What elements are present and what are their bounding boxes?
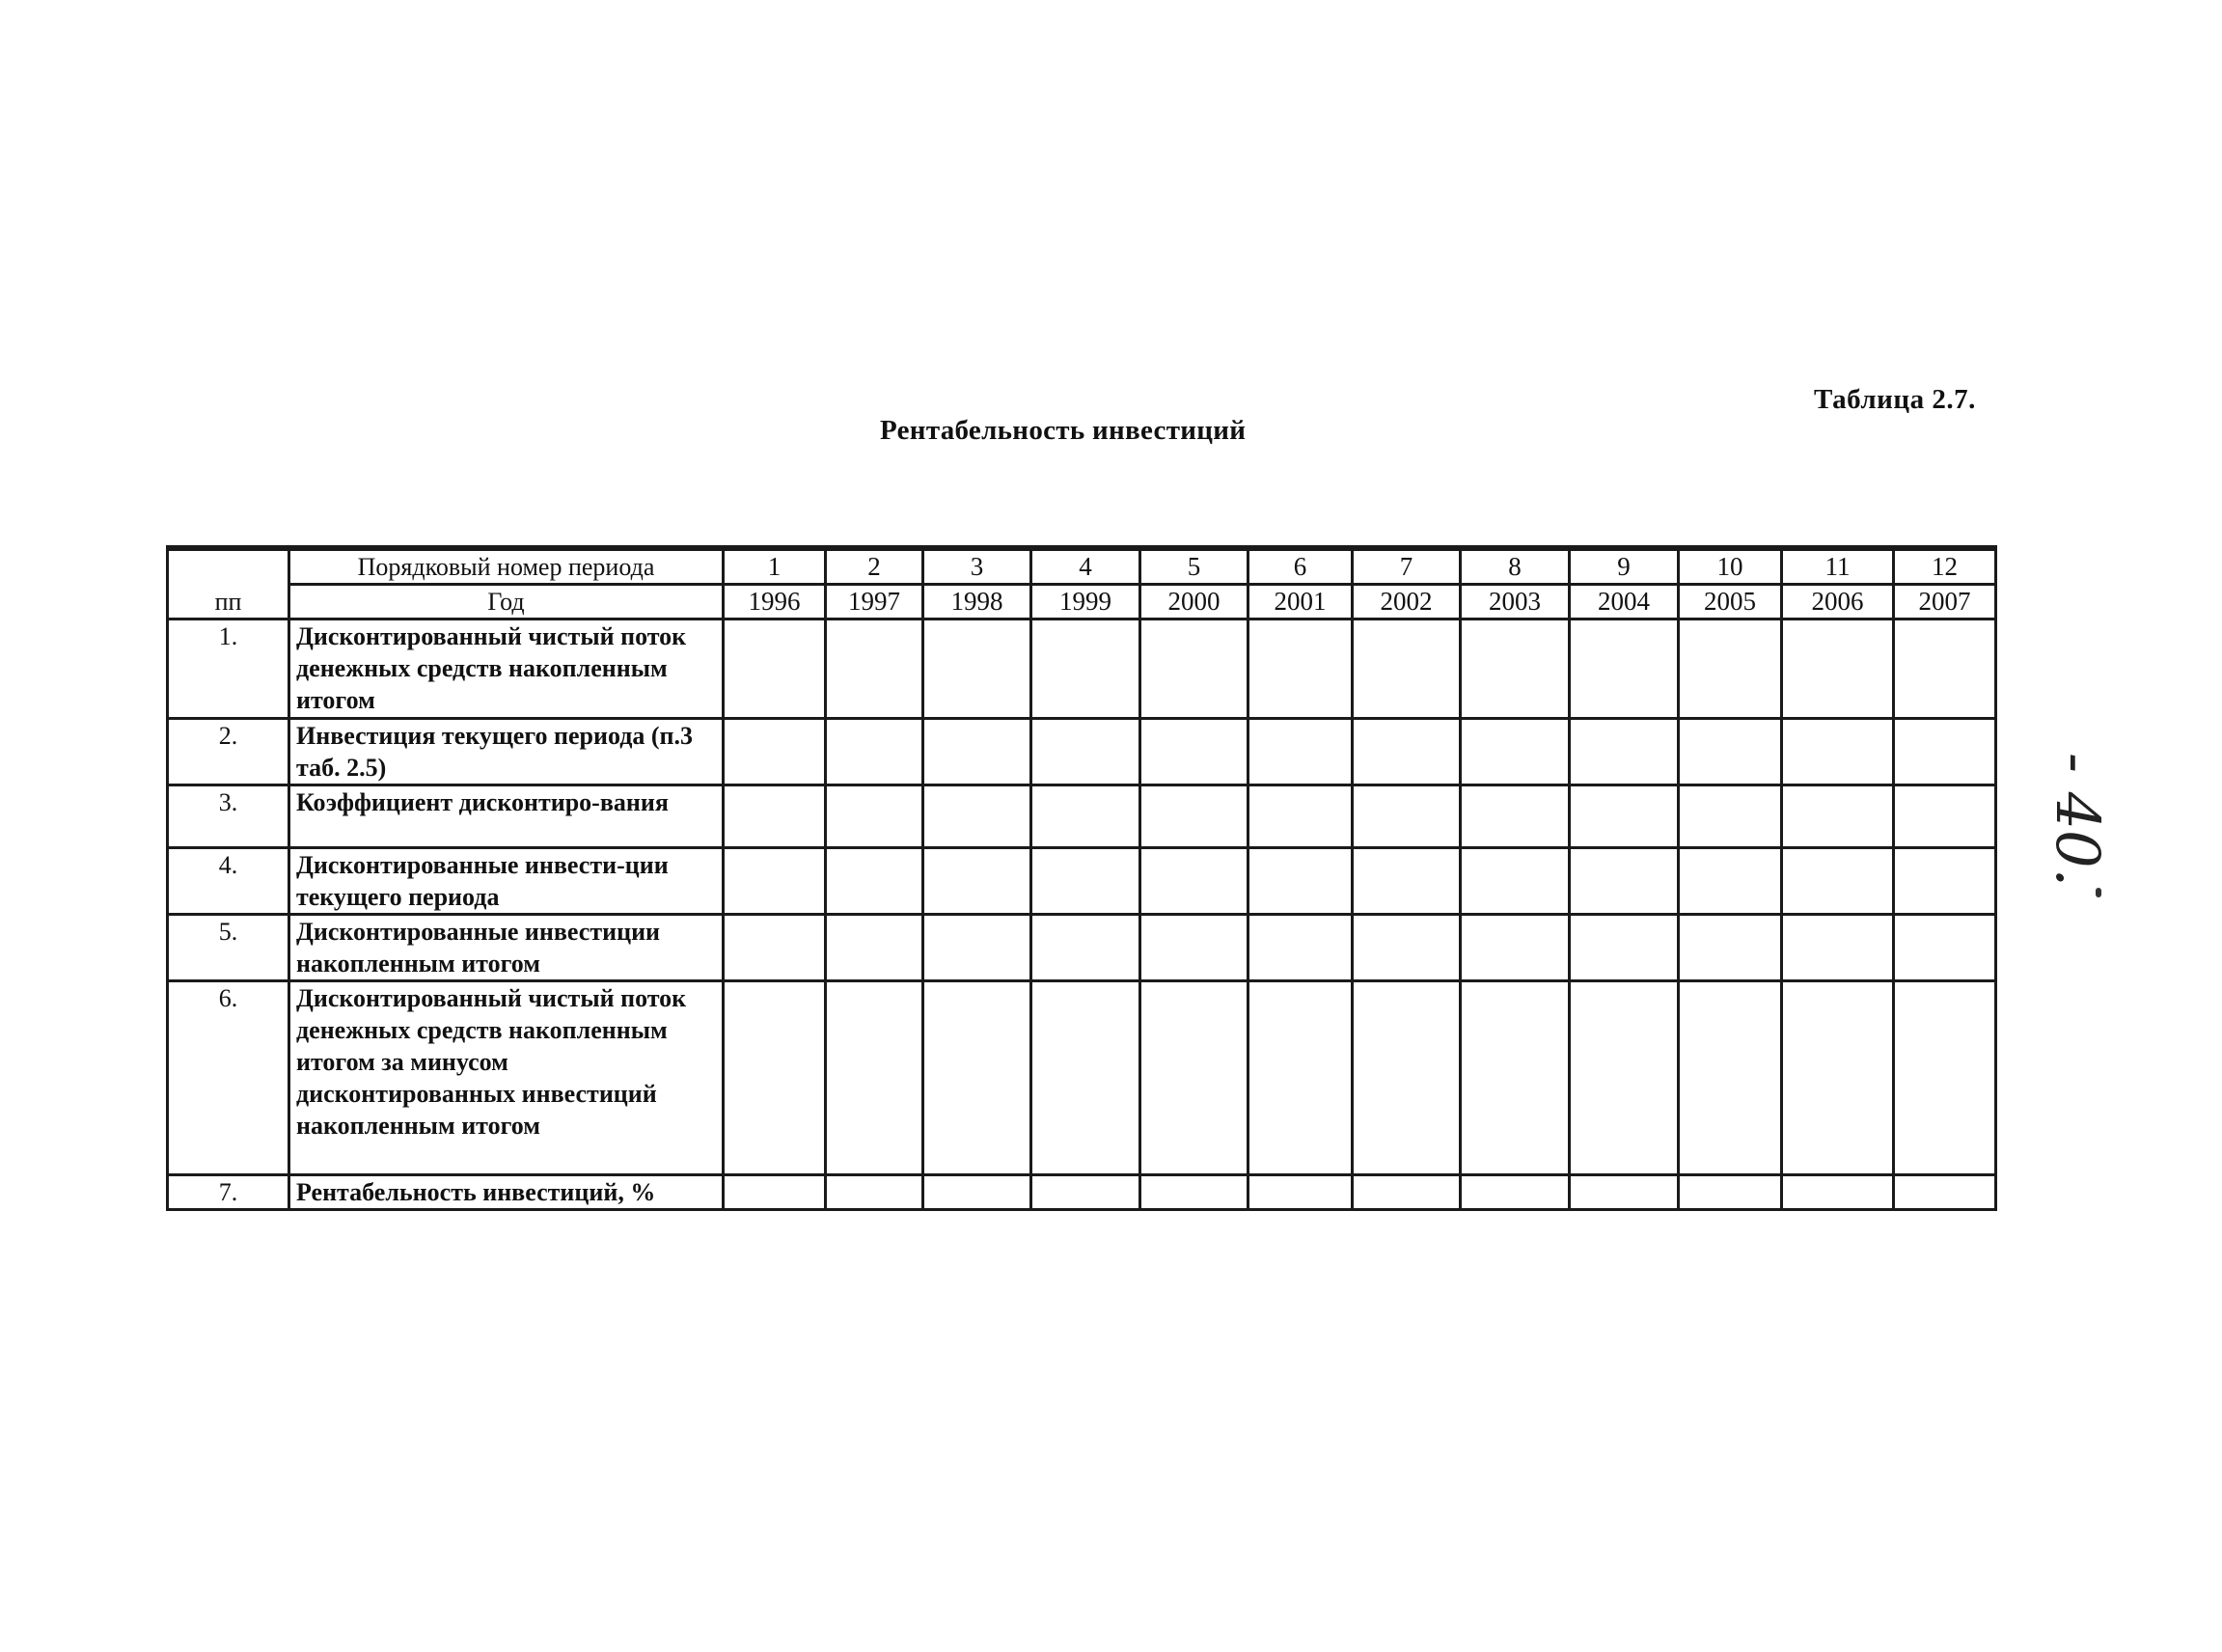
header-period-cell: 11 [1782,548,1894,585]
data-cell [1031,620,1140,719]
data-cell [1782,719,1894,785]
row-label: Дисконтированный чистый поток денежных средств накопленным итогом [289,620,724,719]
data-cell [1679,785,1782,848]
data-cell [826,785,923,848]
data-cell [923,719,1031,785]
data-cell [1140,848,1248,915]
data-cell [724,719,826,785]
data-cell [1679,719,1782,785]
data-cell [1461,915,1570,981]
data-cell [1140,785,1248,848]
header-period-label: Порядковый номер периода [289,548,724,585]
header-year-cell: 2006 [1782,585,1894,620]
table-row [168,719,1996,785]
table-row [168,981,1996,1175]
row-number: 5. [168,915,289,981]
data-cell [1461,848,1570,915]
header-row-periods [168,548,1996,585]
data-cell [1353,915,1461,981]
data-cell [1894,785,1996,848]
data-cell [1353,981,1461,1175]
data-cell [724,785,826,848]
data-cell [1679,981,1782,1175]
data-cell [1782,1175,1894,1210]
data-cell [1894,848,1996,915]
header-year-cell: 2003 [1461,585,1570,620]
data-cell [1894,719,1996,785]
data-cell [1248,915,1353,981]
data-cell [1570,719,1679,785]
data-cell [1248,848,1353,915]
data-cell [1140,1175,1248,1210]
data-cell [1679,620,1782,719]
data-cell [1570,1175,1679,1210]
data-cell [1461,719,1570,785]
header-period-cell: 2 [826,548,923,585]
data-cell [826,719,923,785]
data-cell [1140,981,1248,1175]
table-row [168,1175,1996,1210]
row-label: Инвестиция текущего периода (п.3 таб. 2.5) [289,719,724,785]
header-period-cell: 8 [1461,548,1570,585]
data-cell [1353,719,1461,785]
header-row-years [168,585,1996,620]
data-cell [1353,848,1461,915]
header-period-cell: 7 [1353,548,1461,585]
data-cell [724,981,826,1175]
data-cell [923,915,1031,981]
data-cell [923,848,1031,915]
table-number-label: Таблица 2.7. [1814,384,1976,415]
header-year-cell: 2001 [1248,585,1353,620]
data-cell [1140,915,1248,981]
data-cell [1353,785,1461,848]
data-cell [1570,848,1679,915]
row-label: Дисконтированный чистый поток денежных средств накопленным итогом за минусом дисконтированных инвестиций накопленным итогом [289,981,724,1175]
header-year-cell: 2002 [1353,585,1461,620]
data-cell [826,1175,923,1210]
data-cell [1894,915,1996,981]
table-row [168,915,1996,981]
data-cell [1570,915,1679,981]
data-cell [1782,848,1894,915]
data-cell [724,1175,826,1210]
data-cell [1679,1175,1782,1210]
data-cell [1570,785,1679,848]
data-cell [1248,620,1353,719]
header-year-cell: 2005 [1679,585,1782,620]
header-period-cell: 12 [1894,548,1996,585]
data-cell [1570,620,1679,719]
handwritten-page-number-text: - 40. [2043,753,2113,888]
data-cell [826,915,923,981]
row-number: 6. [168,981,289,1175]
header-year-cell: 2007 [1894,585,1996,620]
data-cell [1248,1175,1353,1210]
data-cell [1782,620,1894,719]
data-cell [1679,848,1782,915]
document-title: Рентабельность инвестиций [880,415,1247,446]
header-period-cell: 10 [1679,548,1782,585]
row-label: Дисконтированные инвести-ции текущего периода [289,848,724,915]
row-number: 4. [168,848,289,915]
data-cell [1353,1175,1461,1210]
header-period-cell: 4 [1031,548,1140,585]
header-year-cell: 2000 [1140,585,1248,620]
row-label: Рентабельность инвестиций, % [289,1175,724,1210]
data-cell [1031,719,1140,785]
data-cell [826,848,923,915]
header-period-cell: 9 [1570,548,1679,585]
data-cell [1031,848,1140,915]
data-cell [1570,981,1679,1175]
data-cell [1461,1175,1570,1210]
margin-mark [2096,888,2101,897]
row-number: 1. [168,620,289,719]
header-year-label: Год [289,585,724,620]
data-cell [1248,785,1353,848]
header-year-cell: 1999 [1031,585,1140,620]
data-cell [1140,620,1248,719]
row-label: Коэффициент дисконтиро-вания [289,785,724,848]
profitability-table [166,545,1997,1211]
row-number: 7. [168,1175,289,1210]
data-cell [1248,719,1353,785]
data-cell [1248,981,1353,1175]
data-cell [724,620,826,719]
data-cell [1894,981,1996,1175]
data-cell [1461,785,1570,848]
header-year-cell: 1997 [826,585,923,620]
data-cell [1782,785,1894,848]
header-period-cell: 1 [724,548,826,585]
row-number: 3. [168,785,289,848]
data-cell [1461,620,1570,719]
data-cell [1894,1175,1996,1210]
header-period-cell: 3 [923,548,1031,585]
data-cell [1031,915,1140,981]
data-cell [1782,981,1894,1175]
data-cell [1679,915,1782,981]
data-cell [1031,1175,1140,1210]
data-cell [724,848,826,915]
data-cell [1461,981,1570,1175]
data-cell [826,981,923,1175]
data-cell [826,620,923,719]
data-cell [1894,620,1996,719]
table-row [168,848,1996,915]
header-year-cell: 2004 [1570,585,1679,620]
table-row [168,785,1996,848]
data-cell [1031,785,1140,848]
data-cell [923,981,1031,1175]
header-number-column: пп [168,548,289,620]
header-period-cell: 6 [1248,548,1353,585]
data-cell [1353,620,1461,719]
data-cell [1140,719,1248,785]
data-cell [1782,915,1894,981]
row-label: Дисконтированные инвестиции накопленным итогом [289,915,724,981]
table-row [168,620,1996,719]
header-period-cell: 5 [1140,548,1248,585]
data-cell [724,915,826,981]
data-cell [923,1175,1031,1210]
header-year-cell: 1998 [923,585,1031,620]
header-year-cell: 1996 [724,585,826,620]
data-cell [923,785,1031,848]
data-cell [923,620,1031,719]
handwritten-page-number [2036,695,2123,907]
data-cell [1031,981,1140,1175]
row-number: 2. [168,719,289,785]
